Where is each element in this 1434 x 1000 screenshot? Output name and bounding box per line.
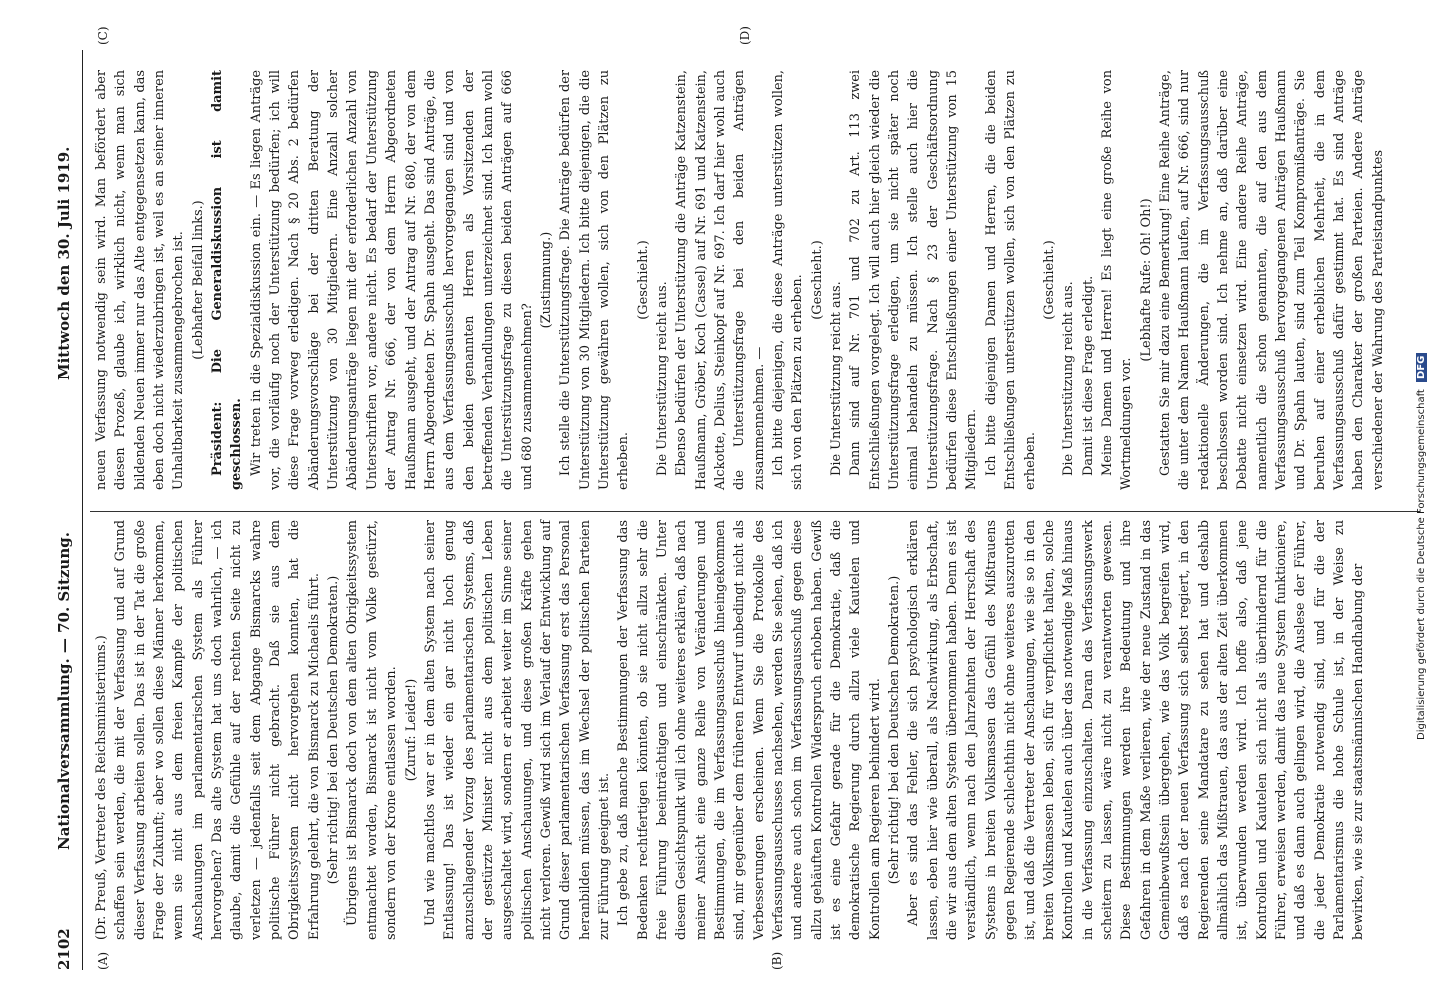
margin-mark-d: (D) <box>738 26 752 45</box>
speaker-note: (Dr. Preuß, Vertreter des Reichsministeriums.) <box>94 635 109 940</box>
interjection: (Zustimmung.) <box>538 231 554 329</box>
right-column <box>92 70 1388 490</box>
paragraph: Gestatten Sie mir dazu eine Bemerkung! Eine Reihe Anträge, die unter dem Namen Haußmann laufen, auf Nr. 666, sind nur redaktionelle Änderungen, die im Verfassungsausschuß beschlossen worden sind. Ich nehme an, daß darüber eine Debatte nicht einsetzen wird. Eine andere Reihe Anträge, namentlich die schon genannten, die auf den aus dem Verfassungsausschuß hervorgegangenen Anträgen Haußmann und Dr. Spahn lauten, sind zum Teil Kompromißanträge. Sie beruhen auf einer erheblichen Mehrheit, die in dem Verfassungsausschuß dafür gestimmt hat. Es sind Anträge haben den Charakter der großen Parteien. Andere Anträge verschiedener der Wahrung des Parteistandpunktes <box>1157 70 1386 490</box>
page-number: 2102 <box>55 928 73 970</box>
paragraph: Aber es sind das Fehler, die sich psychologisch erklären lassen, eben hier wie überall, als Nachwirkung, als Erbschaft, die wir aus dem alten System übernommen haben. Denn es ist verständlich, wenn nach den Jahrzehnten der Herrschaft des Systems in breiten Volksmassen das Gefühl des Mißtrauens gegen Regierende schlechthin nicht ohne weiteres auszurotten ist, und daß die Vertreter der Anschauungen, wie sie so in den breiten Volksmassen leben, sich für verpflichtet halten, solche Kontrollen und Kautelen auch über das notwendige Maß hinaus in die Verfassung einzuschalten. Daran das Verfassungswerk scheitern zu lassen, wäre nicht zu verantworten gewesen. Diese Bestimmungen werden ihre Bedeutung und ihre Gefahren in dem Maße verlieren, wie der neue Zustand in das Gemeinbewußtsein übergehen, wie das Volk begreifen wird, daß es nach der neuen Verfassung sich selbst regiert, in den Regierenden seine Mandatare zu sehen hat und deshalb allmählich das Mißtrauen, das aus der alten Zeit überkommen ist, überwunden werden wird. Ich hoffe also, daß jene Kontrollen und Kautelen sich nicht als überhindernd für die Führer, erweisen werden, damit das neue System funktioniere, und daß es dann auch gelingen wird, die Auslese der Führer, die jeder Demokratie notwendig sind, und für die der Parlamentarismus die hohe Schule ist, in der Weise zu bewirken, wie sie zur staatsmännischen Handhabung der <box>906 520 1367 940</box>
digitization-footer <box>1416 353 1427 740</box>
paragraph: Die Unterstützung reicht aus. <box>654 281 670 476</box>
paragraph: Die Unterstützung reicht aus. <box>829 281 845 476</box>
paragraph: Ich bitte diejenigen, die diese Anträge unterstützen wollen, sich von den Plätzen zu erheben. <box>771 70 806 490</box>
header-rule <box>82 50 83 970</box>
interjection: (Sehr richtig! bei den Deutschen Demokraten.) <box>887 575 903 885</box>
paragraph: Wir treten in die Spezialdiskussion ein. — Es liegen Anträge vor, die vorläufig noch der Unterstützung bedürfen; ich will diese Frage vorweg erledigen. Nach § 20 Abs. 2 bedürfen Abänderungsvorschläge bei der dritten Beratung der Unterstützung von 30 Mitgliedern. Eine Anzahl solcher Abänderungsanträge liegen mit der erforderlichen Anzahl von Unterschriften vor, andere nicht. Es bedarf der Unterstützung der Antrag Nr. 666, der von dem Herrn Abgeordneten Haußmann ausgeht, und der Antrag auf Nr. 680, der von dem Herrn Abgeordneten Dr. Spahn ausgeht. Das sind Anträge, die aus dem Verfassungsausschuß hervorgegangen sind und von den beiden genannten Herren als Vorsitzenden der betreffenden Verhandlungen unterzeichnet sind. Ich kann wohl die Unterstützungsfrage zu diesen beiden Anträgen auf 666 und 680 zusammennehmen? <box>248 70 535 490</box>
interjection: (Sehr richtig! bei den Deutschen Demokraten.) <box>326 575 342 885</box>
margin-mark-c: (C) <box>96 26 110 45</box>
paragraph: Ebenso bedürfen der Unterstützung die Anträge Katzenstein, Haußmann, Gröber, Koch (Cassel) auf Nr. 691 und Katzenstein, Alckotte, Delius, Steinkopf auf Nr. 697. Ich darf hier wohl auch die Unterstützungsfrage bei den beiden Anträgen zusammennehmen. — <box>674 70 767 490</box>
interjection: (Zuruf: Leider!) <box>403 678 419 782</box>
digitization-note: Digitalisierung gefördert durch die Deutsche Forschungsgemeinschaft <box>1416 389 1427 740</box>
paragraph: Ich stelle die Unterstützungsfrage. Die Anträge bedürfen der Unterstützung von 30 Mitgliedern. Ich bitte diejenigen, die die Unterstützung gewähren wollen, sich von den Plätzen zu erheben. <box>558 70 632 490</box>
margin-mark-a: (A) <box>96 951 110 970</box>
paragraph: Ich gebe zu, daß manche Bestimmungen der Verfassung das Bedenken rechtfertigen könnten, ob sie nicht allzu sehr die freie Führung beeinträchtigen und einschränkten. Unter diesem Gesichtspunkt will ich ohne weiteres erklären, daß nach meiner Ansicht eine ganze Reihe von Veränderungen und Bestimmungen, die im Verfassungsausschuß hineingekommen sind, mir gegenüber dem früheren Entwurf unbedingt nicht als Verbesserungen erscheinen. Wenn Sie die Protokolle des Verfassungsausschusses nachsehen, werden Sie sehen, daß ich und andere auch schon im Verfassungsausschuß gegen diese allzu gehäuften Kontrollen Widerspruch erhoben haben. Gewiß ist es eine Gefahr gerade für die Demokratie, daß die demokratische Regierung durch allzu viele Kautelen und Kontrollen am Regieren behindert wird. <box>616 520 883 940</box>
dfg-logo: DFG <box>1416 353 1427 382</box>
interjection: (Geschieht.) <box>635 240 651 320</box>
paragraph: Übrigens ist Bismarck doch von dem alten Obrigkeitssystem entmachtet worden, Bismarck ist nicht vom Volke gestürzt, sondern von der Krone entlassen worden. <box>345 520 400 940</box>
interjection: (Lebhafter Beifall links.) <box>190 200 206 360</box>
paragraph: Damit ist diese Frage erledigt. <box>1080 275 1096 476</box>
interjection: (Geschieht.) <box>809 240 825 320</box>
column-divider <box>90 511 1420 512</box>
interjection: (Geschieht.) <box>1041 240 1057 320</box>
paragraph: Meine Damen und Herren! Es liegt eine große Reihe von Wortmeldungen vor. <box>1099 70 1135 490</box>
page-header <box>55 50 79 970</box>
margin-mark-b: (B) <box>770 951 784 970</box>
paragraph: Und wie machtlos war er in dem alten System nach seiner Entlassung! Das ist wieder ein gar nicht hoch genug anzuschlagender Vorzug des parlamentarischen Systems, daß der gestürzte Minister nicht aus dem politischen Leben ausgeschaltet wird, sondern er arbeitet weiter im Sinne seiner politischen Anschauungen, und diese großen Kräfte gehen nicht verloren. Gewiß wird sich im Verlauf der Entwicklung auf Grund dieser parlamentarischen Verfassung erst das Personal heranbilden müssen, das im Wechsel der politischen Parteien zur Führung geeignet ist. <box>422 520 612 940</box>
president-remark: Präsident: Die Generaldiskussion ist damit geschlossen. <box>210 70 245 490</box>
paragraph: Die Unterstützung reicht aus. <box>1061 281 1077 476</box>
header-date: Mittwoch den 30. Juli 1919. <box>55 146 73 380</box>
paragraph: neuen Verfassung notwendig sein wird. Man befördert aber diesen Prozeß, glaube ich, wirklich nicht, wenn man sich bildenden Neuen immer nur das Alte entgegensetzen kann, das eben doch nicht wiederzubringen ist, weil es an seiner inneren Unhaltbarkeit zusammengebrochen ist. <box>94 70 187 490</box>
paragraph: Ich bitte diejenigen Damen und Herren, die die beiden Entschließungen unterstützen wollen, sich von den Plätzen zu erheben. <box>983 70 1038 490</box>
interjection: (Lebhafte Rufe: Oh! Oh!) <box>1138 198 1154 362</box>
paragraph: schaffen sein werden, die mit der Verfassung und auf Grund dieser Verfassung arbeiten sollen. Das ist in der Tat die große Frage der Zukunft; aber wo sollen diese Männer herkommen, wenn sie nicht aus dem freien Kampfe der politischen Anschauungen im parlamentarischen System als Führer hervorgehen? Das alte System hat uns doch wahrlich, — ich glaube, damit die Gefühle auf der rechten Seite nicht zu verletzen — jedenfalls seit dem Abgange Bismarcks wahre politische Führer nicht gebracht. Daß sie aus dem Obrigkeitssystem nicht hervorgehen konnten, hat die Erfahrung gelehrt, die von Bismarck zu Michaelis führt. <box>113 520 322 940</box>
paragraph: Dann sind auf Nr. 701 und 702 zu Art. 113 zwei Entschließungen vorgelegt. Ich will auch hier gleich wieder die Unterstützungsfrage erledigen, um sie nicht später noch einmal behandeln zu müssen. Ich stelle auch hier die Unterstützungsfrage. Nach § 23 der Geschäftsordnung bedürfen diese Entschließungen einer Unterstützung von 15 Mitgliedern. <box>848 70 980 490</box>
left-column <box>92 520 1369 940</box>
header-title: Nationalversammlung. — 70. Sitzung. <box>55 532 73 850</box>
